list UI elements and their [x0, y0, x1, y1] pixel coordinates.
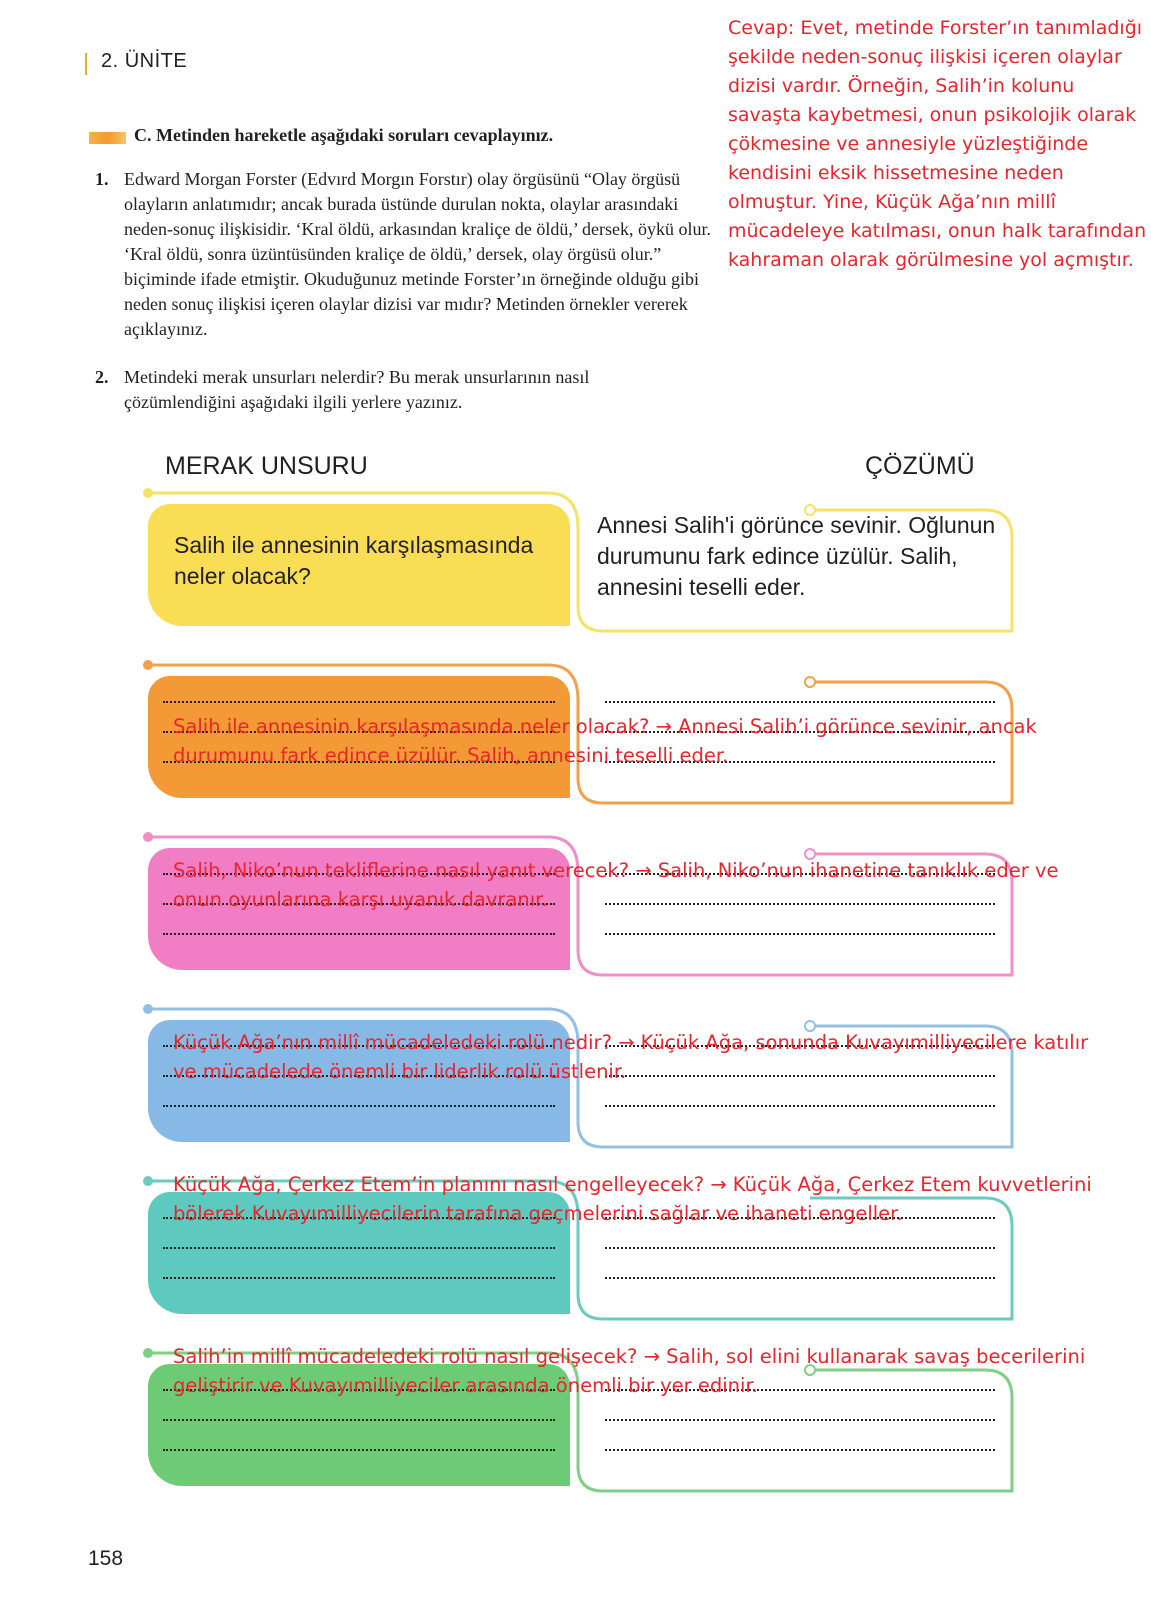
answer-row-3: Salih, Niko’nun tekliflerine nasıl yanıt verecek? → Salih, Niko’nun ihanetine tanıklık eder ve onun oyunlarına karşı uyanık davranır.	[173, 859, 1059, 911]
merak-row-5	[0, 1173, 1151, 1346]
merak-row-4	[0, 1004, 1151, 1174]
column-header-cozum: ÇÖZÜMÜ	[865, 452, 975, 480]
answer-question-1: Cevap: Evet, metinde Forster’ın tanımladığı şekilde neden-sonuç ilişkisi içeren olaylar dizisi vardır. Örneğin, Salih’in kolunu savaşta kaybetmesi, onun psikolojik olarak çökmesine ve annesiyle yüzleştiğinde kendisini eksik hissetmesine neden olmuştur. Yine, Küçük Ağa’nın millî mücadeleye katılması, onun halk tarafından kahraman olarak görülmesine yol açmıştır.	[728, 17, 1147, 271]
section-marker-icon	[89, 132, 126, 144]
unit-accent-bar	[85, 53, 87, 75]
section-heading: C. Metinden hareketle aşağıdaki soruları cevaplayınız.	[134, 125, 554, 145]
unit-title: 2. ÜNİTE	[101, 50, 188, 72]
merak-row-2	[0, 660, 1151, 830]
answer-row-6: Salih’in millî mücadeledeki rolü nasıl gelişecek? → Salih, sol elini kullanarak savaş becerilerini geliştirir ve Kuvayımilliyeciler arasında önemli bir yer edinir.	[173, 1345, 1086, 1397]
merak-row-3	[0, 832, 1151, 1002]
cozum-example-text: Annesi Salih'i görünce sevinir. Oğlunun durumunu fark edince üzülür. Salih, annesini teselli eder.	[597, 512, 996, 600]
answer-row-2: Salih ile annesinin karşılaşmasında neler olacak? → Annesi Salih’i görünce sevinir, ancak durumunu fark edince üzülür. Salih, annesini teselli eder.	[173, 715, 1037, 767]
page-number: 158	[88, 1547, 124, 1570]
merak-box-yellow	[148, 504, 570, 626]
question-1-text: Edward Morgan Forster (Edvırd Morgın Forstır) olay örgüsünü “Olay örgüsü olayların anlatımıdır; ancak burada üstünde durulan nokta, olaylar arasındaki neden-sonuç ilişkisidir. ‘Kral öldü, arkasından kraliçe de öldü,’ dersek, öykü olur. ‘Kral öldü, sonra üzüntüsünden kraliçe de öldü,’ dersek, olay örgüsü olur.” biçiminde ifade etmiştir. Okuduğunuz metinde Forster’ın örneğinde olduğu gibi neden sonuç ilişkisi içeren olaylar dizisi var mıdır? Metinden örnekler vererek açıklayınız.	[124, 169, 712, 339]
question-2-text: Metindeki merak unsurları nelerdir? Bu merak unsurlarının nasıl çözümlendiğini aşağıdaki ilgili yerlere yazınız.	[124, 367, 590, 412]
merak-row-6	[0, 1345, 1151, 1518]
answer-row-4: Küçük Ağa’nın millî mücadeledeki rolü nedir? → Küçük Ağa, sonunda Kuvayımilliyecilere katılır ve mücadelede önemli bir liderlik rolü üstlenir.	[173, 1031, 1089, 1083]
column-header-merak: MERAK UNSURU	[165, 452, 368, 480]
question-1-number: 1.	[95, 169, 109, 189]
question-2-number: 2.	[95, 367, 109, 387]
example-row	[0, 488, 1151, 658]
merak-example-text: Salih ile annesinin karşılaşmasında neler olacak?	[174, 532, 534, 589]
answer-row-5: Küçük Ağa, Çerkez Etem’in planını nasıl engelleyecek? → Küçük Ağa, Çerkez Etem kuvvetlerini bölerek Kuvayımilliyecilerin tarafına geçmelerini sağlar ve ihaneti engeller.	[173, 1173, 1092, 1225]
